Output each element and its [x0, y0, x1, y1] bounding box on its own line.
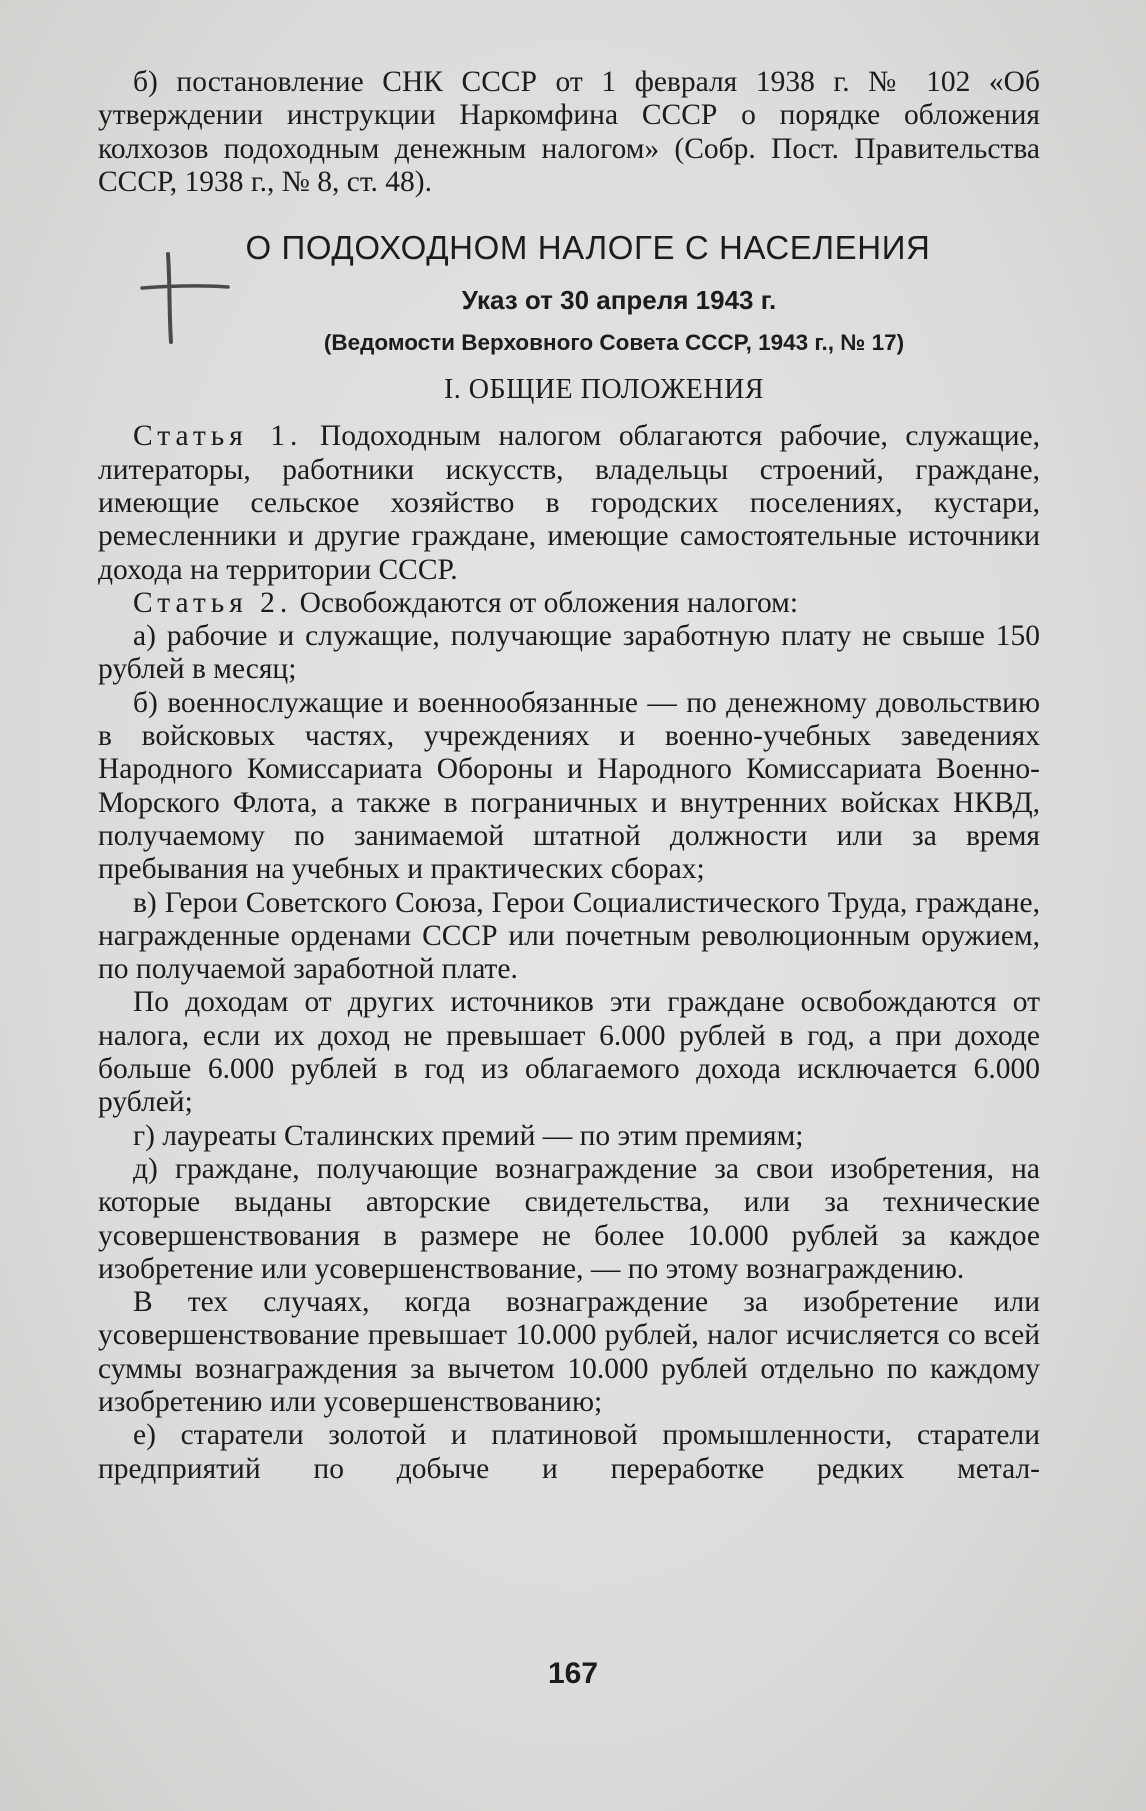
publication-source: (Ведомости Верховного Совета СССР, 1943 г., № 17)	[323, 329, 905, 355]
article-1	[98, 420, 1040, 586]
article-2-item: в) Герои Советского Союза, Герои Социалистического Труда, граждане, награжденные орденами СССР или почетным революционным оружием, по получаемой заработной плате.	[98, 886, 1040, 986]
decree-date: Указ от 30 апреля 1943 г.	[461, 285, 777, 316]
article-2-item: В тех случаях, когда вознаграждение за изобретение или усовершенствование превышает 10.000 рублей, налог исчисляется со всей суммы вознаграждения за вычетом 10.000 рублей отдельно по каждому изобретению или усовершенствованию;	[98, 1286, 1040, 1418]
article-1-text: Подоходным налогом облагаются рабочие, служащие, литераторы, работники искусств, владельцы строений, граждане, имеющие сельское хозяйство в городских поселениях, кустари, ремесленники и другие граждане, имеющие самостоятельные источники дохода на территории СССР.	[98, 420, 1040, 586]
article-2-item: б) военнослужащие и военнообязанные — по денежному довольствию в войсковых частях, учреждениях и военно-учебных заведениях Народного Комиссариата Обороны и Народного Комиссариата Военно-Морского Флота, а также в пограничных и внутренних войсках НКВД, получаемому по занимаемой штатной должности или за время пребывания на учебных и практических сборах;	[98, 686, 1040, 886]
article-2	[98, 587, 1040, 620]
intro-paragraph: б) постановление СНК СССР от 1 февраля 1938 г. № 102 «Об утверждении инструкции Наркомфина СССР о порядке обложения колхозов подоходным денежным налогом» (Собр. Пост. Правительства СССР, 1938 г., № 8, ст. 48).	[98, 66, 1040, 198]
article-2-item: г) лауреаты Сталинских премий — по этим премиям;	[133, 1119, 804, 1152]
document-body	[98, 66, 1040, 1486]
article-2-label: Статья 2.	[133, 586, 293, 619]
section-heading: I. ОБЩИЕ ПОЛОЖЕНИЯ	[443, 374, 765, 406]
article-2-text: Освобождаются от обложения налогом:	[292, 586, 799, 619]
article-2-item: д) граждане, получающие вознаграждение за свои изобретения, на которые выданы авторские свидетельства, или за технические усовершенствования в размере не более 10.000 рублей за каждое изобретение или усовершенствование, — по этому вознаграждению.	[98, 1152, 1040, 1285]
article-1-label: Статья 1.	[133, 420, 303, 453]
page-number: 167	[547, 1657, 599, 1690]
article-2-item: а) рабочие и служащие, получающие заработную плату не свыше 150 рублей в месяц;	[98, 620, 1040, 686]
article-2-item: е) старатели золотой и платиновой промышленности, старатели предприятий по добыче и переработке редких метал-	[98, 1419, 1040, 1485]
article-2-item: По доходам от других источников эти граждане освобождаются от налога, если их доход не превышает 6.000 рублей в год, а при доходе больше 6.000 рублей в год из облагаемого дохода исключается 6.000 рублей;	[98, 986, 1040, 1119]
document-title: О ПОДОХОДНОМ НАЛОГЕ С НАСЕЛЕНИЯ	[245, 229, 931, 267]
